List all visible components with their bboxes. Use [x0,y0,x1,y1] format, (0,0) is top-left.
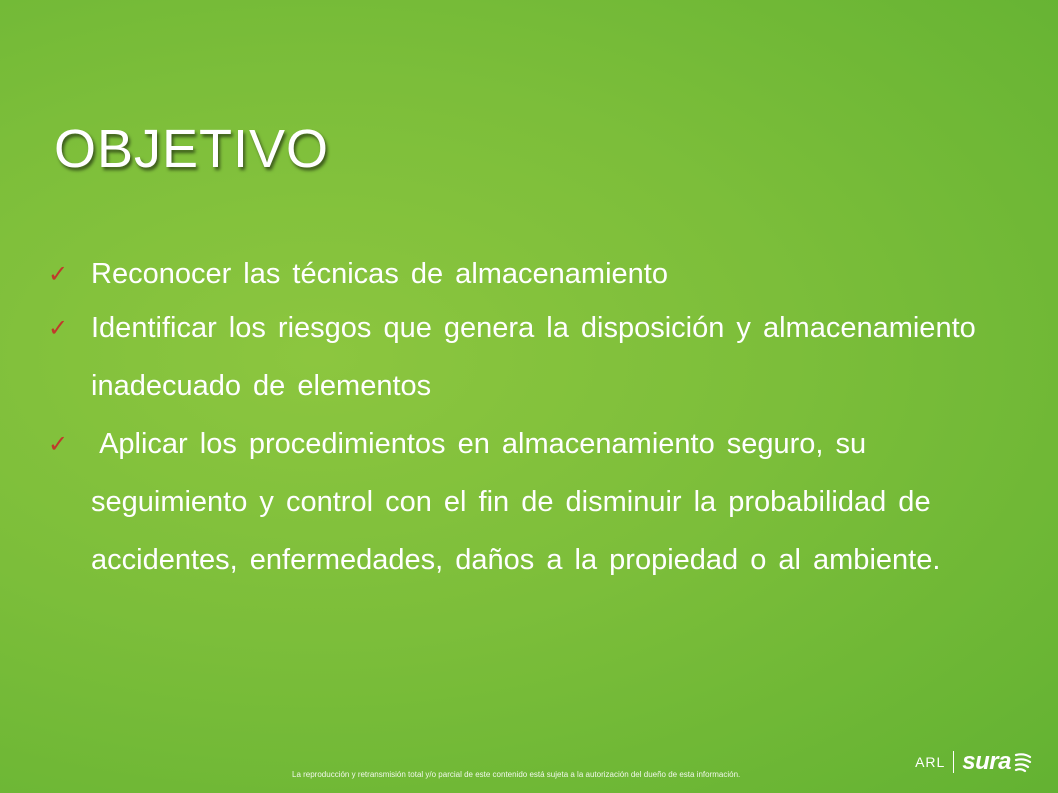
checkmark-icon: ✓ [48,260,69,288]
checkmark-icon: ✓ [48,430,69,458]
bullet-text: Aplicar los procedimientos en almacenamiento seguro, su seguimiento y control con el fin de disminuir la probabilidad de accidentes, enfermedades, daños a la propiedad o al ambiente. [91,428,943,576]
bullet-text: Identificar los riesgos que genera la disposición y almacenamiento inadecuado de elementos [91,312,976,402]
list-item [48,415,1028,589]
objectives-list [48,245,1028,589]
checkmark-icon: ✓ [48,314,69,342]
logo-name: sura [962,748,1011,775]
slide-title: OBJETIVO [54,119,330,179]
list-item [48,245,1028,303]
bullet-text: Reconocer las técnicas de almacenamiento [91,258,668,290]
list-item [48,299,1028,415]
logo-prefix: ARL [915,754,946,770]
logo-divider [953,751,954,773]
copyright-notice: La reproducción y retransmisión total y/o parcial de este contenido está sujeta a la autorización del dueño de esta información. [292,770,741,779]
wing-icon [1014,751,1032,773]
arl-sura-logo [915,748,1032,776]
